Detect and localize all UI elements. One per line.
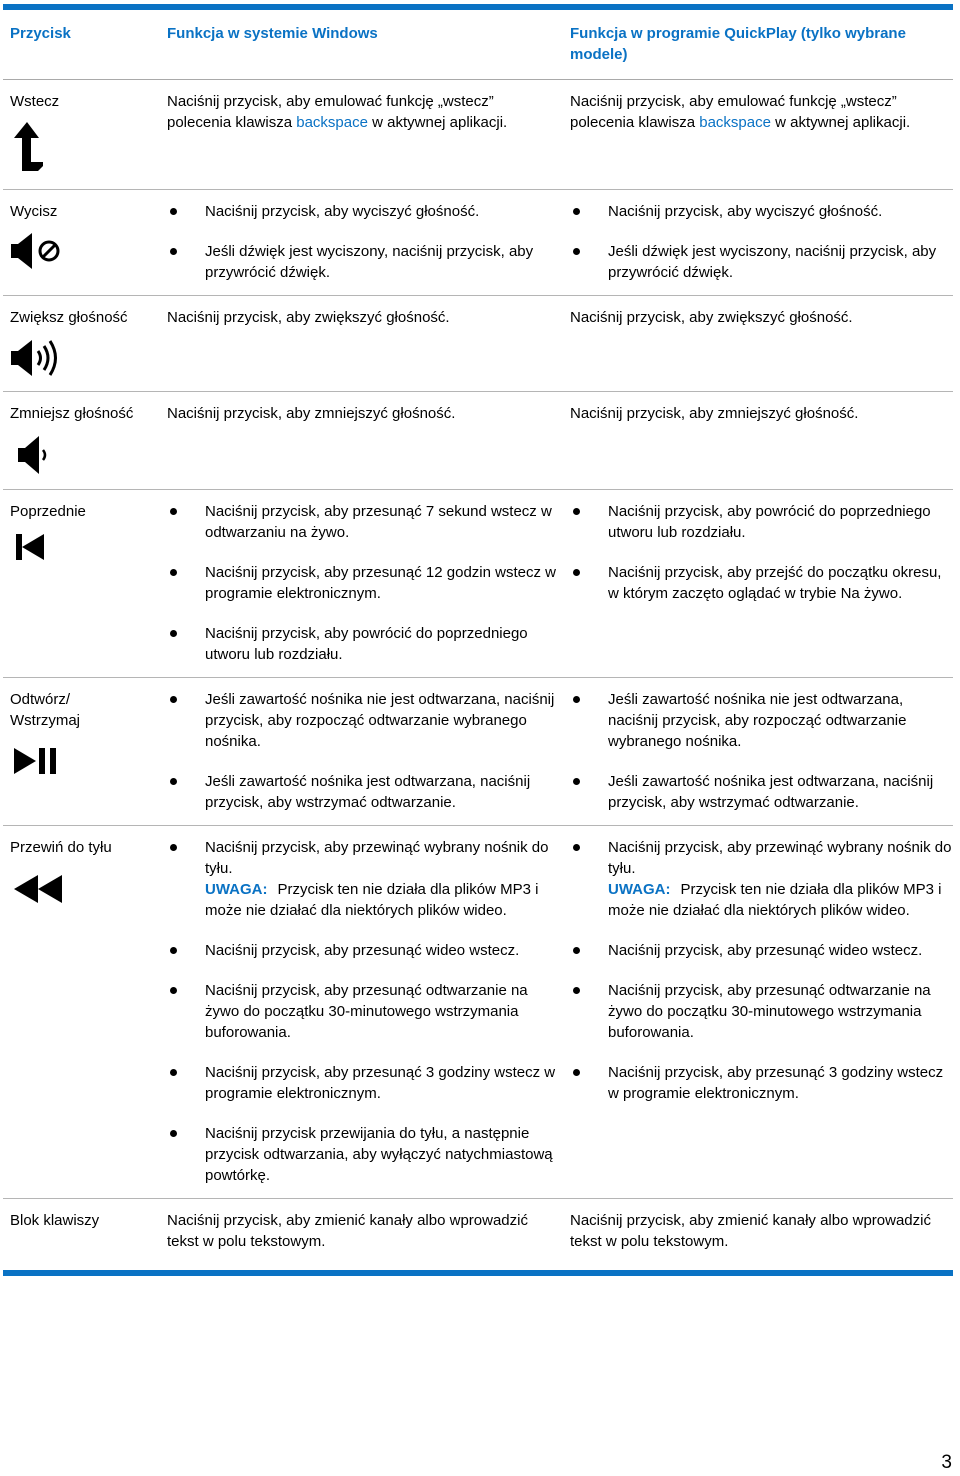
list-item: Naciśnij przycisk przewijania do tyłu, a następnie przycisk odtwarzania, aby wyłączyć natychmiastową powtórkę. [167, 1123, 562, 1186]
windows-function-list [167, 837, 562, 879]
table-row-back [3, 80, 953, 190]
list-item: Jeśli dźwięk jest wyciszony, naciśnij przycisk, aby przywrócić dźwięk. [570, 241, 953, 283]
volume-up-icon [10, 337, 64, 379]
backspace-keyword: backspace [699, 114, 771, 131]
list-item: Naciśnij przycisk, aby przewinąć wybrany nośnik do tyłu. [167, 837, 562, 879]
quickplay-function: Naciśnij przycisk, aby zmniejszyć głośność. [570, 405, 859, 422]
table-bottom-rule [3, 1270, 953, 1276]
list-item: Naciśnij przycisk, aby przesunąć 7 sekund wstecz w odtwarzaniu na żywo. [167, 501, 562, 543]
note [608, 879, 953, 921]
list-item: Jeśli zawartość nośnika jest odtwarzana, naciśnij przycisk, aby wstrzymać odtwarzanie. [570, 771, 953, 813]
list-item: Naciśnij przycisk, aby przesunąć odtwarzanie na żywo do początku 30-minutowego wstrzymania buforowania. [570, 980, 953, 1043]
header-quickplay: Funkcja w programie QuickPlay (tylko wybrane modele) [570, 25, 906, 63]
quickplay-function-list [570, 201, 953, 283]
list-item: Jeśli zawartość nośnika jest odtwarzana, naciśnij przycisk, aby wstrzymać odtwarzanie. [167, 771, 562, 813]
list-item: Naciśnij przycisk, aby przewinąć wybrany nośnik do tyłu. [570, 837, 953, 879]
list-item: Naciśnij przycisk, aby przesunąć wideo wstecz. [167, 940, 562, 961]
table-row-mute [3, 190, 953, 296]
list-item: Naciśnij przycisk, aby wyciszyć głośność. [167, 201, 562, 222]
windows-function-list [167, 501, 562, 665]
backspace-keyword: backspace [296, 114, 368, 131]
button-name: Odtwórz/ Wstrzymaj [10, 691, 80, 729]
quickplay-function-list [570, 501, 953, 604]
windows-function-list [167, 689, 562, 813]
note-text: Przycisk ten nie działa dla plików MP3 i może nie działać dla niektórych plików wideo. [205, 881, 539, 919]
list-item: Naciśnij przycisk, aby wyciszyć głośność. [570, 201, 953, 222]
quickplay-function: Naciśnij przycisk, aby zwiększyć głośność. [570, 309, 853, 326]
button-name: Przewiń do tyłu [10, 839, 112, 856]
windows-function: Naciśnij przycisk, aby zmniejszyć głośność. [167, 405, 456, 422]
quickplay-function: Naciśnij przycisk, aby zmienić kanały albo wprowadzić tekst w polu tekstowym. [570, 1212, 931, 1250]
list-item: Naciśnij przycisk, aby przesunąć 12 godzin wstecz w programie elektronicznym. [167, 562, 562, 604]
quickplay-function: Naciśnij przycisk, aby emulować funkcję „wstecz” polecenia klawisza backspace w aktywnej aplikacji. [570, 93, 911, 131]
button-name: Zmniejsz głośność [10, 405, 134, 422]
table-row-play-pause [3, 678, 953, 826]
list-item: Naciśnij przycisk, aby powrócić do poprzedniego utworu lub rozdziału. [570, 501, 953, 543]
rewind-icon [10, 872, 66, 906]
previous-track-icon [10, 531, 50, 563]
list-item: Naciśnij przycisk, aby przesunąć 3 godziny wstecz w programie elektronicznym. [570, 1062, 953, 1104]
table-row-previous [3, 490, 953, 678]
windows-function: Naciśnij przycisk, aby zwiększyć głośność. [167, 309, 450, 326]
play-pause-icon [10, 745, 64, 777]
button-name: Wstecz [10, 93, 60, 110]
table-row-volume-down [3, 392, 953, 490]
table-row-volume-up [3, 296, 953, 392]
list-item: Naciśnij przycisk, aby przejść do początku okresu, w którym zaczęto oglądać w trybie Na żywo. [570, 562, 953, 604]
table-header [3, 10, 953, 80]
header-windows: Funkcja w systemie Windows [167, 25, 378, 42]
button-name: Blok klawiszy [10, 1212, 100, 1229]
list-item: Jeśli zawartość nośnika nie jest odtwarzana, naciśnij przycisk, aby rozpocząć odtwarzanie wybranego nośnika. [167, 689, 562, 752]
quickplay-function-list [570, 689, 953, 813]
header-button: Przycisk [10, 25, 71, 42]
table-row-rewind [3, 826, 953, 1199]
note-label: UWAGA: [608, 881, 671, 898]
windows-function: Naciśnij przycisk, aby zmienić kanały albo wprowadzić tekst w polu tekstowym. [167, 1212, 528, 1250]
list-item: Naciśnij przycisk, aby przesunąć wideo wstecz. [570, 940, 953, 961]
back-arrow-icon [10, 121, 50, 177]
volume-down-icon [10, 433, 50, 477]
page-number: 3 [941, 1452, 952, 1473]
list-item: Jeśli zawartość nośnika nie jest odtwarzana, naciśnij przycisk, aby rozpocząć odtwarzanie wybranego nośnika. [570, 689, 953, 752]
table-row-keypad [3, 1199, 953, 1264]
windows-function: Naciśnij przycisk, aby emulować funkcję „wstecz” polecenia klawisza backspace w aktywnej aplikacji. [167, 93, 508, 131]
function-table [3, 4, 953, 1276]
windows-function-list [167, 201, 562, 283]
list-item: Naciśnij przycisk, aby powrócić do poprzedniego utworu lub rozdziału. [167, 623, 562, 665]
mute-icon [10, 231, 64, 271]
button-name: Zwiększ głośność [10, 309, 128, 326]
button-name: Wycisz [10, 203, 58, 220]
button-name: Poprzednie [10, 503, 86, 520]
list-item: Jeśli dźwięk jest wyciszony, naciśnij przycisk, aby przywrócić dźwięk. [167, 241, 562, 283]
list-item: Naciśnij przycisk, aby przesunąć 3 godziny wstecz w programie elektronicznym. [167, 1062, 562, 1104]
note-label: UWAGA: [205, 881, 268, 898]
windows-function-list-continued [167, 940, 562, 1186]
list-item: Naciśnij przycisk, aby przesunąć odtwarzanie na żywo do początku 30-minutowego wstrzymania buforowania. [167, 980, 562, 1043]
note [205, 879, 562, 921]
note-text: Przycisk ten nie działa dla plików MP3 i może nie działać dla niektórych plików wideo. [608, 881, 942, 919]
quickplay-function-list-continued [570, 940, 953, 1104]
quickplay-function-list [570, 837, 953, 879]
